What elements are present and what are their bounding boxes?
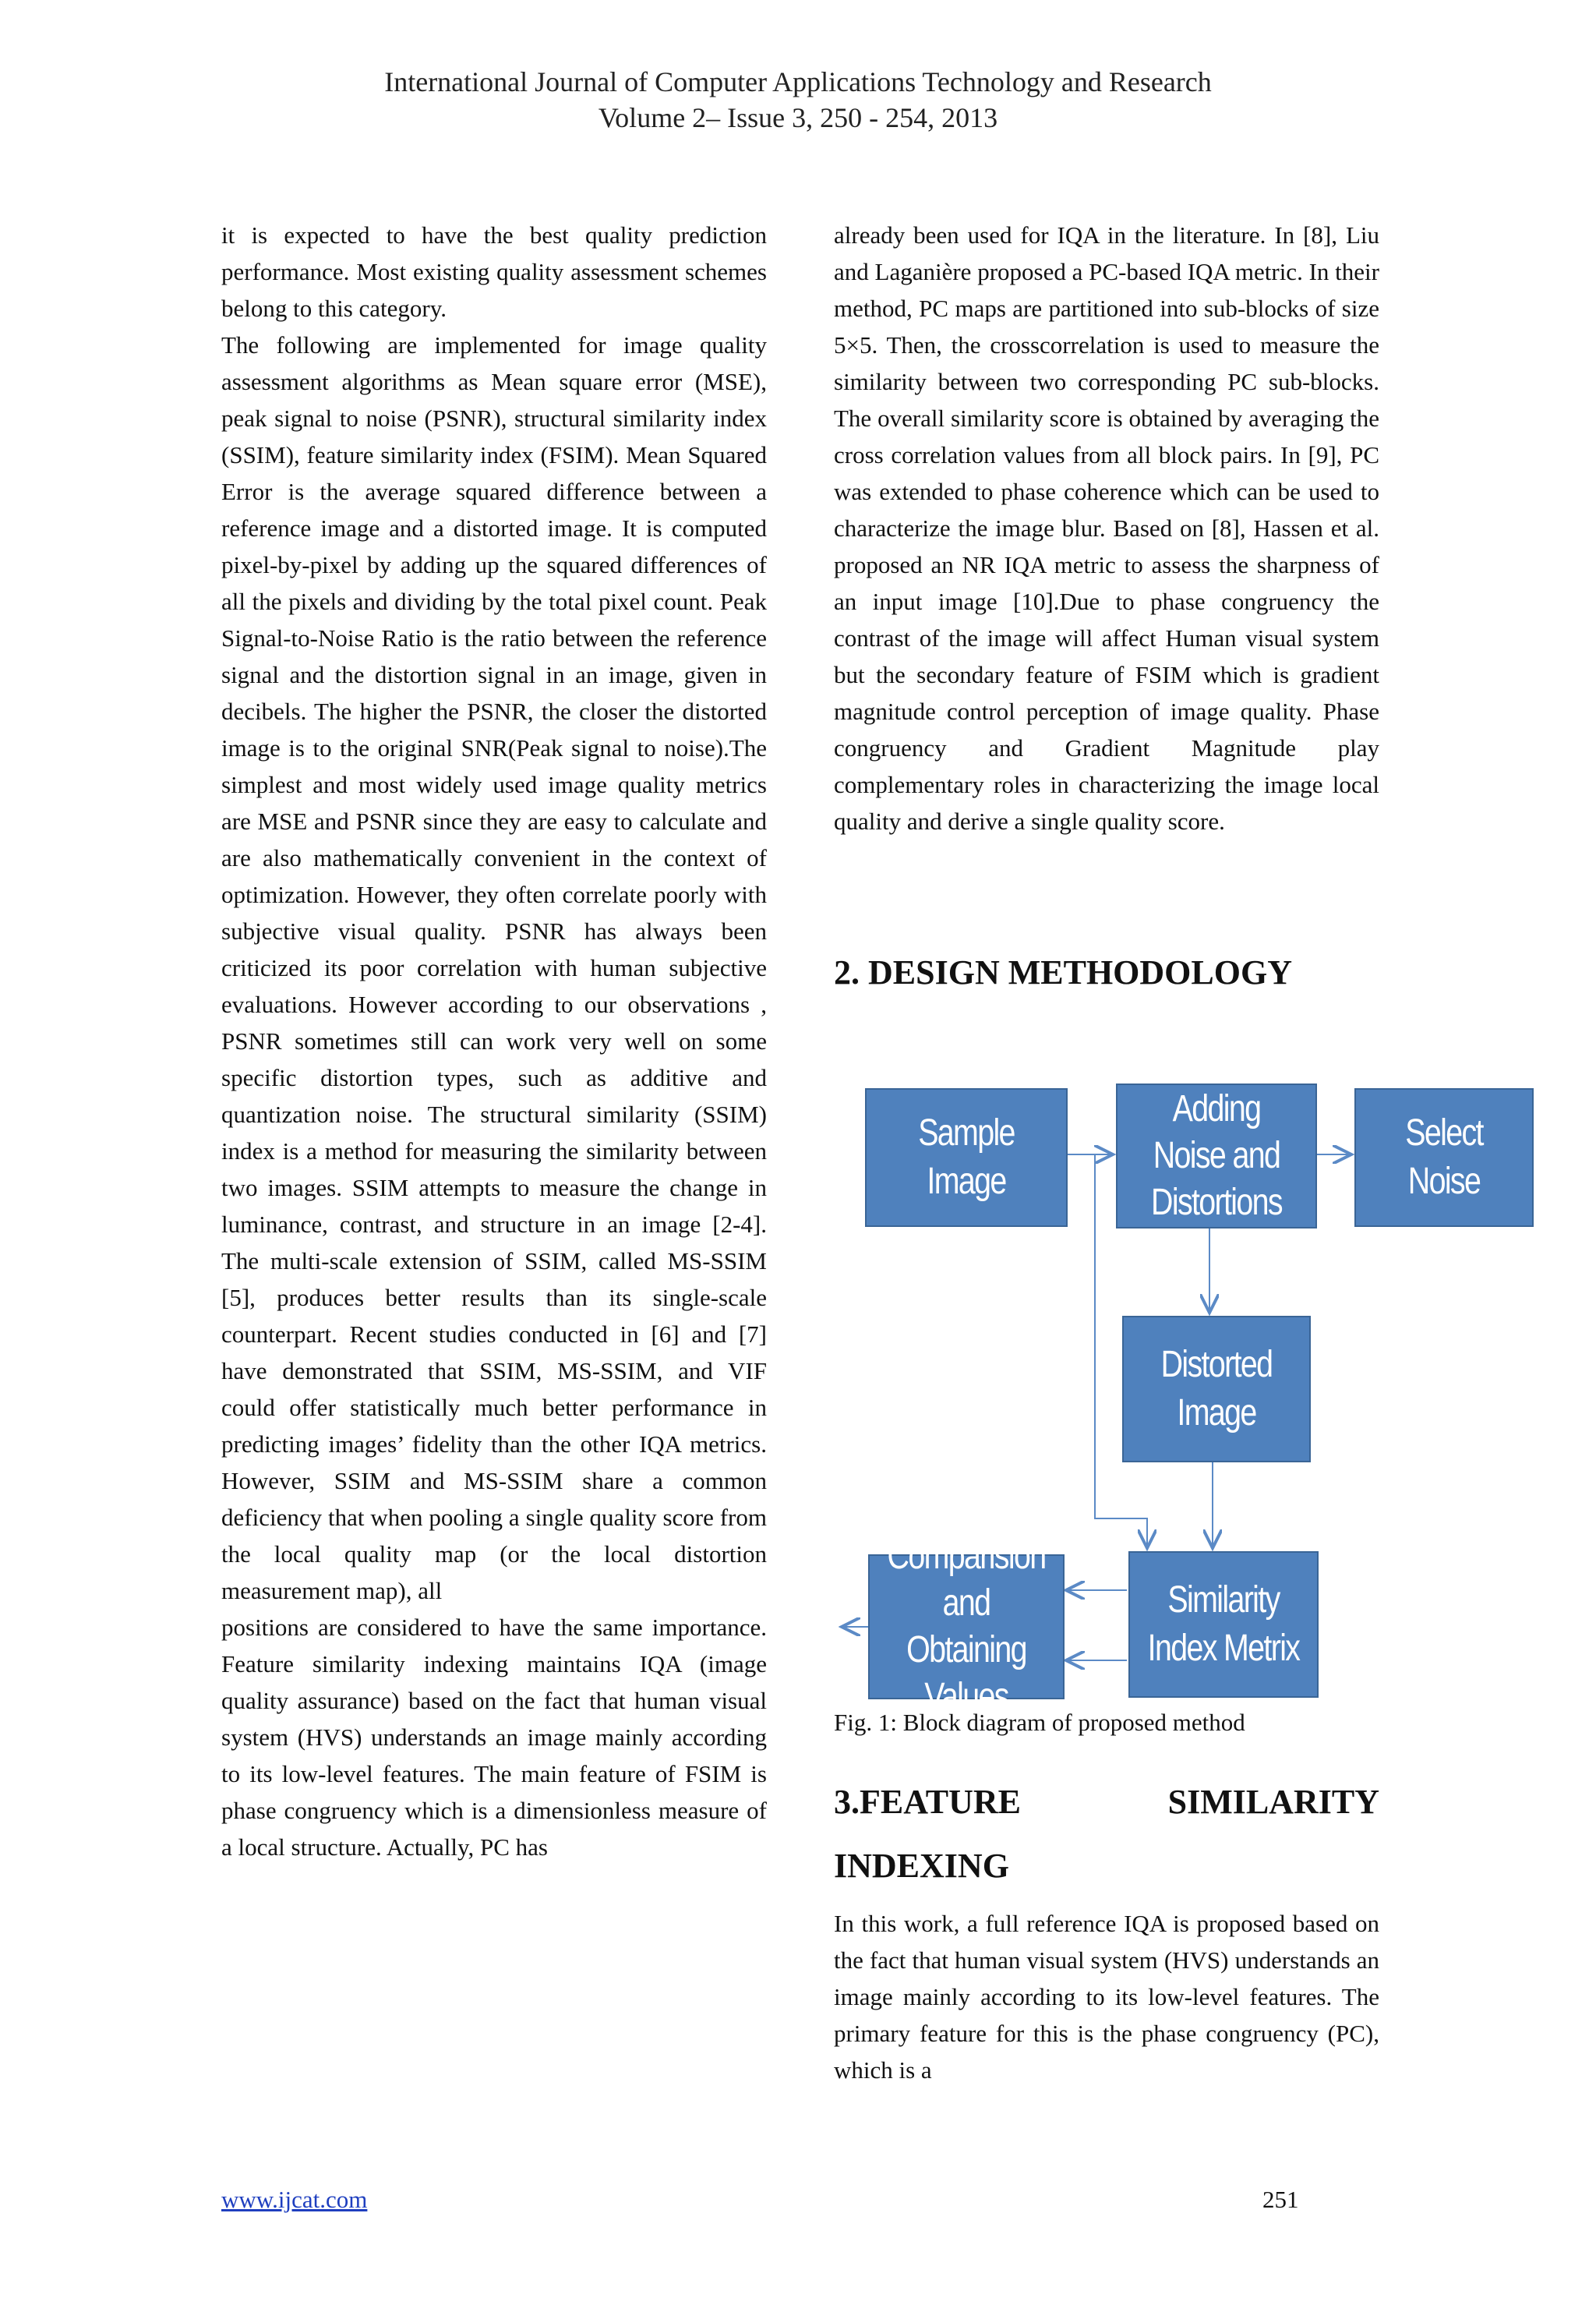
right-column: [834, 217, 1379, 840]
paragraph: it is expected to have the best quality prediction performance. Most existing quality assessment schemes belong to this category.: [221, 221, 767, 322]
paragraph: positions are considered to have the same importance. Feature similarity indexing maintains IQA (image quality assurance) based on the fact that human visual system (HVS) understands an image mainly according to its low-level features. The main feature of FSIM is phase congruency which is a dimensionless measure of a local structure. Actually, PC has: [221, 1614, 767, 1861]
section-3-title-cont: INDEXING: [834, 1847, 1009, 1885]
paragraph: In this work, a full reference IQA is proposed based on the fact that human visual system (HVS) understands an image mainly according to its low-level features. The primary feature for this is the phase congruency (PC), which is a: [834, 1910, 1379, 2084]
journal-title: International Journal of Computer Applications Technology and Research: [384, 66, 1212, 97]
adding-noise-box: Adding Noise and Distortions: [1116, 1084, 1317, 1228]
distorted-image-box: Distorted Image: [1122, 1316, 1311, 1462]
similarity-index-box: Similarity Index Metrix: [1128, 1551, 1319, 1698]
paragraph: The following are implemented for image quality assessment algorithms as Mean square error (MSE), peak signal to noise (PSNR), structural similarity index (SSIM), feature similarity index (FSIM). Mean Squared Error is the average squared difference between a reference image and a distorted image. It is computed pixel-by-pixel by adding up the squared differences of all the pixels and dividing by the total pixel count. Peak Signal-to-Noise Ratio is the ratio between the reference signal and the distortion signal in an image, given in decibels. The higher the PSNR, the closer the distorted image is to the original SNR(Peak signal to noise).The simplest and most widely used image quality metrics are MSE and PSNR since they are easy to calculate and are also mathematically convenient in the context of optimization. However, they often correlate poorly with subjective visual quality. PSNR has always been criticized its poor correlation with human subjective evaluations. However according to our observations , PSNR sometimes still can work very well on some specific distortion types, such as additive and quantization noise. The structural similarity (SSIM) index is a method for measuring the similarity between two images. SSIM attempts to measure the change in luminance, contrast, and structure in an image [2-4]. The multi-scale extension of SSIM, called MS-SSIM [5], produces better results than its single-scale counterpart. Recent studies conducted in [6] and [7] have demonstrated that SSIM, MS-SSIM, and VIF could offer statistically much better performance in predicting images’ fidelity than the other IQA metrics. However, SSIM and MS-SSIM share a common deficiency that when pooling a single quality score from the local quality map (or the local distortion measurement map), all: [221, 331, 767, 1604]
select-noise-box: Select Noise: [1354, 1088, 1534, 1227]
page-number: 251: [1262, 2186, 1299, 2213]
journal-website-link[interactable]: www.ijcat.com: [221, 2186, 368, 2213]
journal-header: [0, 64, 1596, 136]
sample-image-box: Sample Image: [865, 1088, 1068, 1227]
left-column: [221, 217, 767, 1865]
section-3-word-1: 3.FEATURE: [834, 1783, 1021, 1821]
figure-caption: Fig. 1: Block diagram of proposed method: [834, 1709, 1245, 1736]
block-diagram: [834, 1082, 1535, 1718]
paragraph: already been used for IQA in the literature. In [8], Liu and Laganière proposed a PC-based IQA metric. In their method, PC maps are partitioned into sub-blocks of size 5×5. Then, the crosscorrelation is used to measure the similarity between two corresponding PC sub-blocks. The overall similarity score is obtained by averaging the cross correlation values from all block pairs. In [9], PC was extended to phase coherence which can be used to characterize the image blur. Based on [8], Hassen et al. proposed an NR IQA metric to assess the sharpness of an input image [10].Due to phase congruency the contrast of the image will affect Human visual system but the secondary feature of FSIM which is gradient magnitude control perception of image quality. Phase congruency and Gradient Magnitude play complementary roles in characterizing the image local quality and derive a single quality score.: [834, 221, 1379, 835]
comparision-box: Comparision and Obtaining Values: [868, 1554, 1065, 1699]
section-2-title: 2. DESIGN METHODOLOGY: [834, 953, 1292, 992]
journal-volume: Volume 2– Issue 3, 250 - 254, 2013: [598, 102, 998, 133]
section-3-word-2: SIMILARITY: [1167, 1783, 1379, 1821]
